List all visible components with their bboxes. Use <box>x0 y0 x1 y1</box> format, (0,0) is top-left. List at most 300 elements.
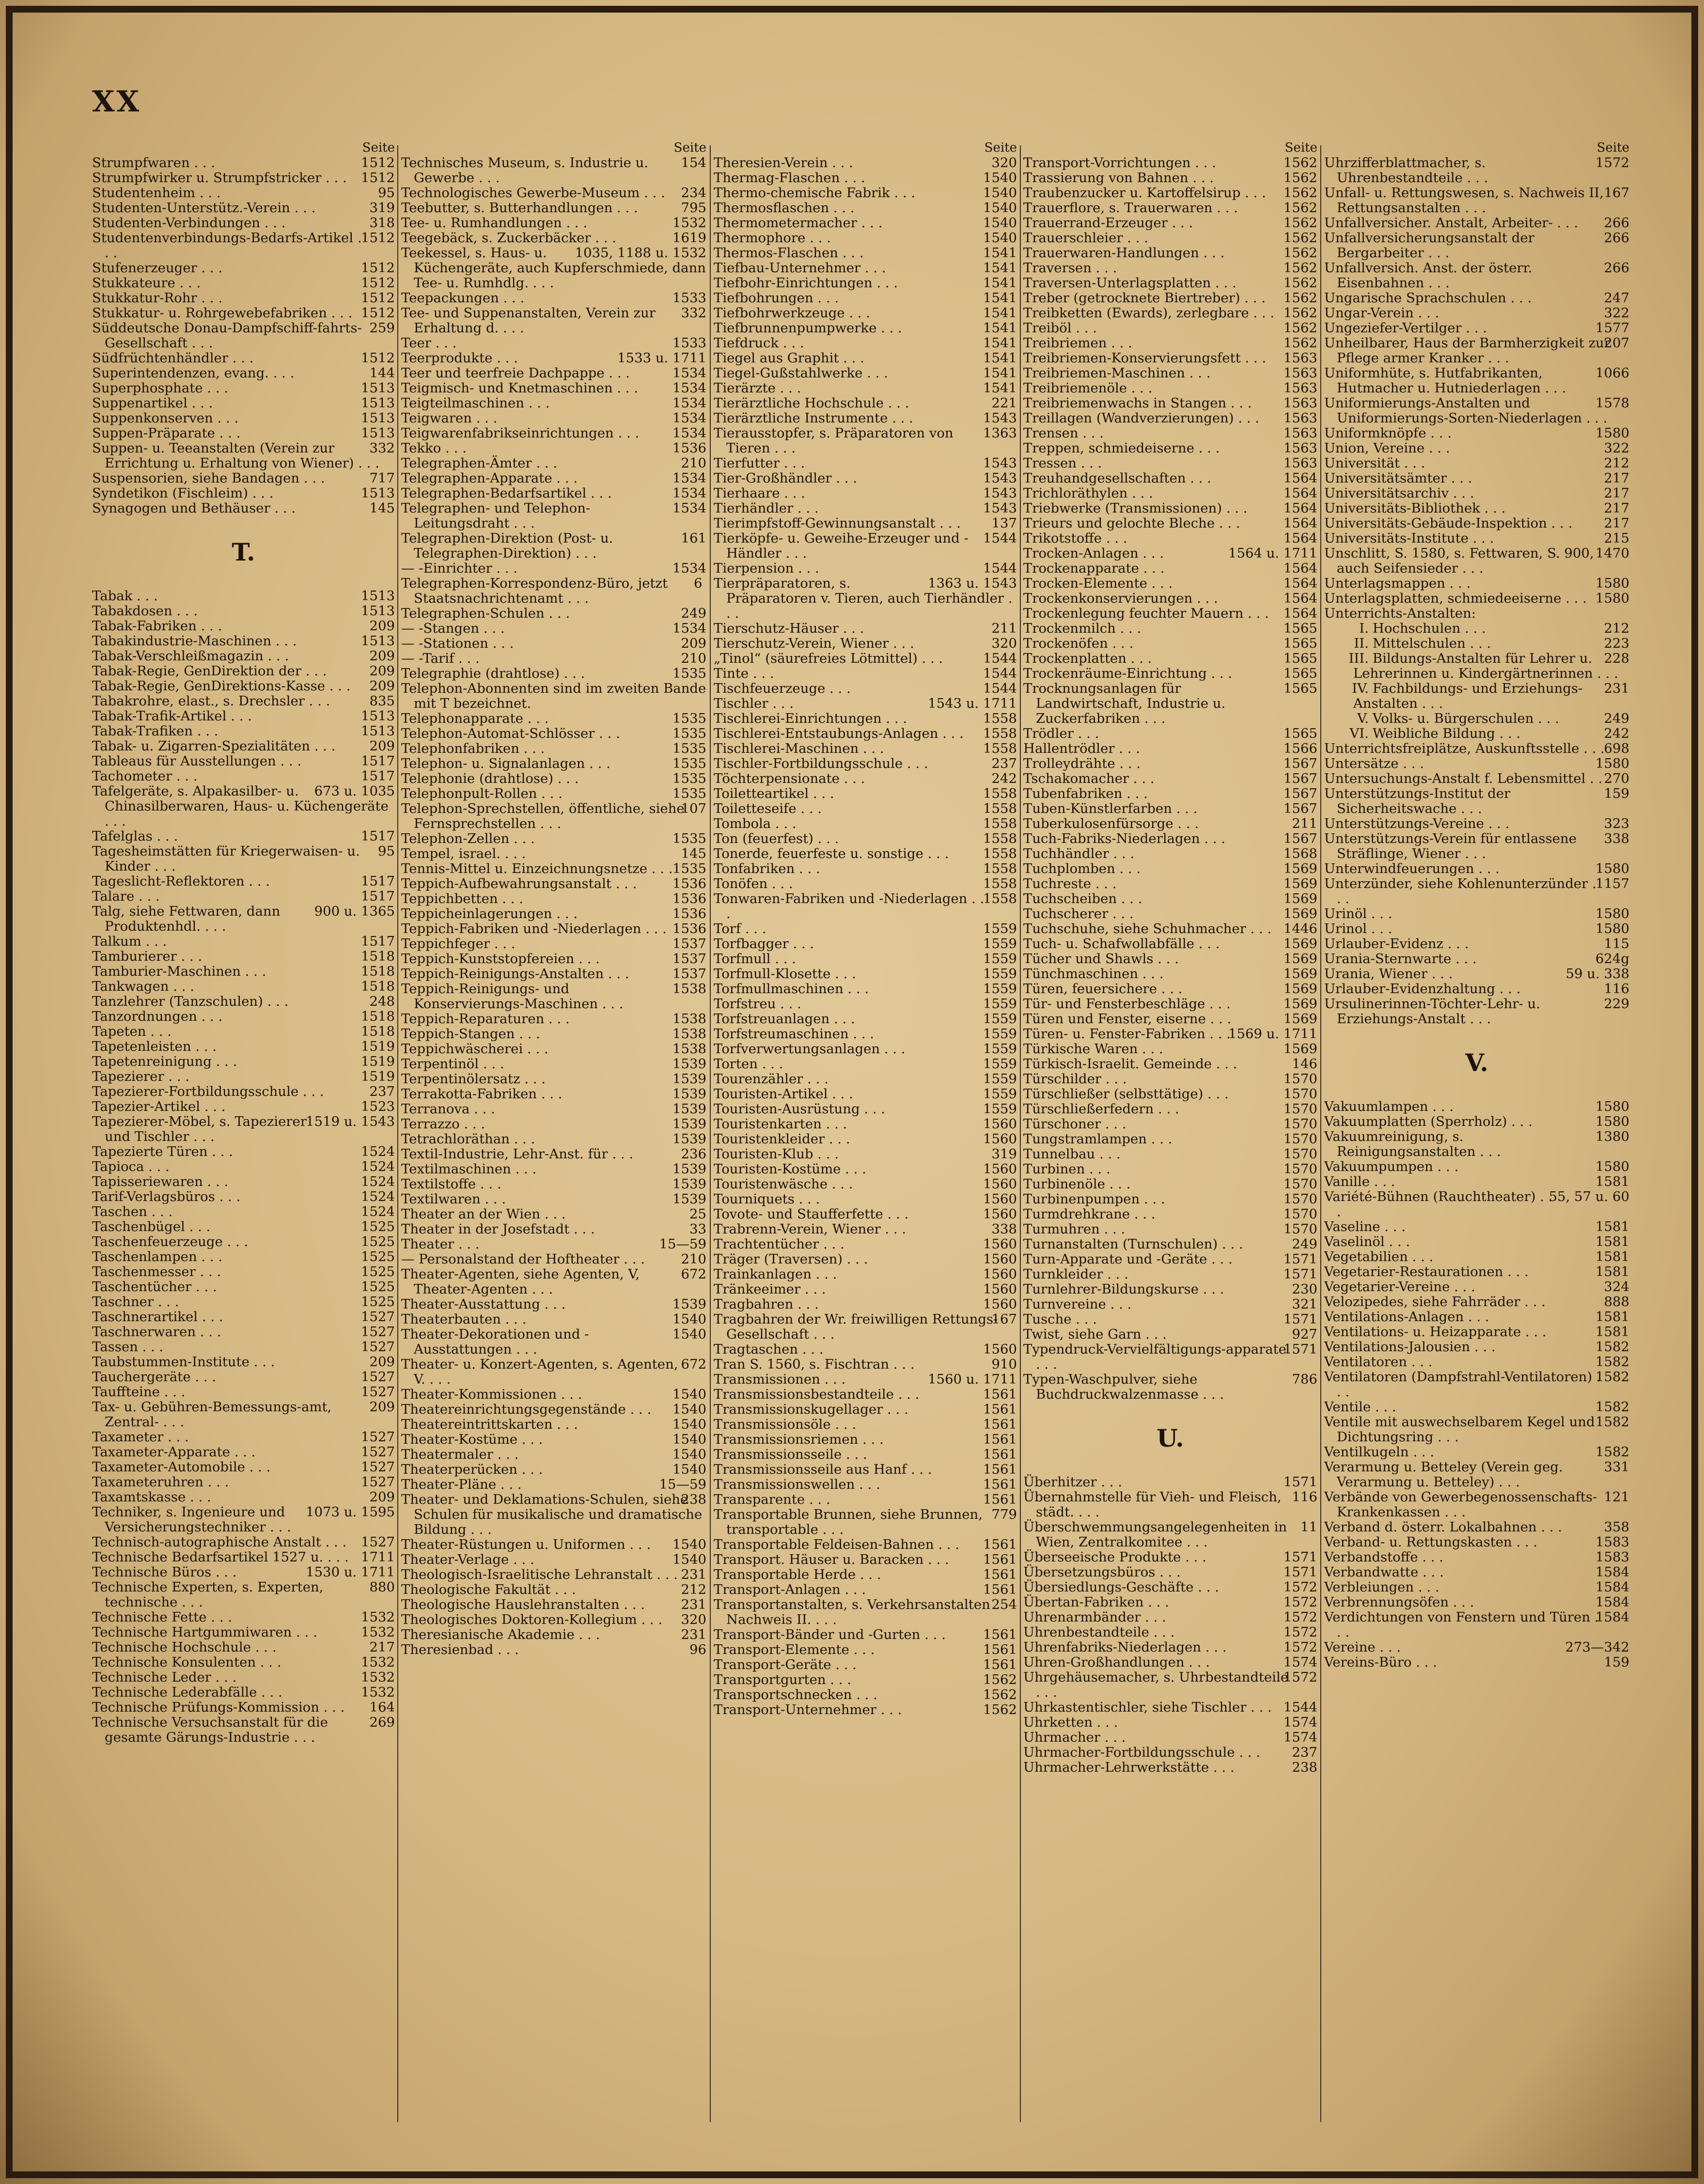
index-entry <box>1324 501 1629 516</box>
page-reference: 1711 <box>361 1549 395 1565</box>
index-entry <box>1324 1580 1629 1595</box>
entry-term: Terranova . . . <box>401 1101 495 1117</box>
entry-term: Tabakindustrie-Maschinen . . . <box>92 633 297 649</box>
page-reference: 1537 <box>672 951 706 967</box>
entry-term: Tekko . . . <box>401 440 467 456</box>
page-reference: 1561 <box>983 1642 1017 1657</box>
index-entry <box>1023 651 1317 666</box>
page-reference: 1569 <box>1283 996 1317 1012</box>
page-reference: 323 <box>1604 816 1629 831</box>
entry-term: Ventilations-Anlagen . . . <box>1324 1309 1489 1325</box>
page-reference: 1541 <box>983 380 1017 396</box>
entry-term: Verband- u. Rettungskasten . . . <box>1324 1534 1538 1550</box>
entry-term: Uhrmacher-Fortbildungsschule . . . <box>1023 1745 1261 1760</box>
index-entry <box>714 876 1017 891</box>
entry-term: Vegetarier-Vereine . . . <box>1324 1279 1475 1295</box>
entry-term: Tennis-Mittel u. Einzeichnungsnetze . . . <box>401 861 673 876</box>
entry-term: Tiefbohrungen . . . <box>714 290 839 306</box>
page-reference: 1570 <box>1283 1161 1317 1177</box>
index-entry <box>1324 531 1629 546</box>
entry-term: Tapioca . . . <box>92 1159 170 1174</box>
index-entry <box>714 1357 1017 1372</box>
index-entry <box>1023 1715 1317 1730</box>
page-reference: 320 <box>991 155 1017 171</box>
index-entry <box>401 441 706 456</box>
index-entry <box>1023 1700 1317 1715</box>
roman-numeral: I. <box>1359 621 1369 636</box>
index-entry <box>1023 1267 1317 1282</box>
index-entry <box>401 351 706 366</box>
entry-term: Uniformhüte, s. Hutfabrikanten, Hutmacher u. Hutniederlagen . . . <box>1324 365 1566 396</box>
page-reference: 25 <box>689 1206 706 1222</box>
entry-term: Tanzlehrer (Tanzschulen) . . . <box>92 994 289 1009</box>
page-reference: 673 u. 1035 <box>314 783 395 799</box>
index-entry <box>92 216 395 231</box>
page-reference: 910 <box>991 1357 1017 1372</box>
page-reference: 779 <box>991 1507 1017 1522</box>
entry-term: Thermos-Flaschen . . . <box>714 245 864 261</box>
index-entry <box>714 561 1017 576</box>
entry-term: Taxameter-Automobile . . . <box>92 1459 271 1475</box>
index-entry <box>1324 936 1629 952</box>
entry-term: Taschenmesser . . . <box>92 1264 221 1279</box>
index-entry <box>401 1237 706 1252</box>
index-entry <box>1023 561 1317 576</box>
index-entry <box>714 1687 1017 1702</box>
page-reference: 1524 <box>361 1159 395 1174</box>
index-entry <box>401 1057 706 1072</box>
entry-term: Technische Experten, s. Experten, technische . . . <box>92 1579 324 1610</box>
page-reference: 1584 <box>1595 1564 1629 1580</box>
page-reference: 248 <box>369 994 395 1009</box>
index-entry <box>1023 396 1317 411</box>
entry-term: Teppich-Reinigungs-Anstalten . . . <box>401 966 629 982</box>
page-reference: 1536 <box>672 891 706 906</box>
entry-term: Vegetarier-Restaurationen . . . <box>1324 1264 1529 1279</box>
index-entry <box>401 531 706 561</box>
page-reference: 209 <box>369 1354 395 1370</box>
entry-term: Türschließerfedern . . . <box>1023 1101 1179 1117</box>
page-reference: 1538 <box>672 1041 706 1057</box>
page-reference: 1540 <box>672 1552 706 1567</box>
page-reference: 1572 <box>1283 1579 1317 1595</box>
index-entry <box>1324 651 1629 681</box>
index-entry <box>1324 1640 1629 1655</box>
index-entry <box>92 1715 395 1745</box>
page-reference: 321 <box>1292 1296 1317 1312</box>
entry-term: Tableaus für Ausstellungen . . . <box>92 753 302 769</box>
index-entry <box>92 426 395 441</box>
page-reference: 1571 <box>1283 1474 1317 1490</box>
entry-term: Ungar-Verein . . . <box>1324 305 1439 321</box>
page-reference: 1574 <box>1283 1715 1317 1730</box>
index-entry <box>1023 1655 1317 1670</box>
page-reference: 1560 <box>983 1191 1017 1207</box>
page-reference: 15—59 <box>659 1477 706 1492</box>
index-entry <box>401 861 706 876</box>
page-reference: 1581 <box>1595 1174 1629 1189</box>
entry-term: Tischler-Fortbildungsschule . . . <box>714 756 928 771</box>
page-reference: 1540 <box>983 170 1017 186</box>
page-reference: 322 <box>1604 440 1629 456</box>
entry-term: Ventilkugeln . . . <box>1324 1444 1435 1460</box>
page-reference: 1512 <box>361 275 395 291</box>
entry-term: Unterstützungs-Institut der Sicherheitswache . . . <box>1324 786 1511 816</box>
entry-term: Tischlerei-Einrichtungen . . . <box>714 711 907 726</box>
page-reference: 1569 <box>1283 936 1317 952</box>
page-reference: 231 <box>1604 681 1629 696</box>
index-entry <box>401 952 706 967</box>
entry-term: Tierpension . . . <box>714 561 819 576</box>
entry-term: Tuben-Künstlerfarben . . . <box>1023 801 1198 816</box>
index-entry <box>401 906 706 921</box>
entry-term: Transport. Häuser u. Baracken . . . <box>714 1552 949 1567</box>
page-reference: 1535 <box>672 831 706 846</box>
page-reference: 1570 <box>1283 1071 1317 1087</box>
entry-term: Transmissionsseile . . . <box>714 1447 867 1462</box>
entry-term: Typen-Waschpulver, siehe Buchdruckwalzenmasse . . . <box>1023 1372 1224 1402</box>
entry-term: Unterrichts-Anstalten: <box>1324 606 1476 621</box>
index-entry <box>1324 1310 1629 1325</box>
entry-term: Transport-Geräte . . . <box>714 1657 857 1672</box>
index-entry <box>714 291 1017 306</box>
seite-header: Seite <box>1596 140 1629 155</box>
entry-term: Tabakdosen . . . <box>92 603 198 619</box>
entry-term: Theresienbad . . . <box>401 1642 519 1657</box>
entry-term: Vakuumplatten (Sperrholz) . . . <box>1324 1114 1532 1129</box>
entry-term: Tapezierer-Möbel, s. Tapezierer und Tischler . . . <box>92 1114 307 1144</box>
entry-term: Torfstreumaschinen . . . <box>714 1026 875 1042</box>
page-reference: 1572 <box>1283 1609 1317 1625</box>
page-reference: 1527 <box>361 1339 395 1355</box>
page-reference: 835 <box>369 693 395 709</box>
entry-term: Fachbildungs- und Erziehungs-Anstalten . . . <box>1353 681 1583 711</box>
index-entry <box>1324 1099 1629 1114</box>
entry-term: Transport-Vorrichtungen . . . <box>1023 155 1216 171</box>
entry-term: Taschnerwaren . . . <box>92 1324 221 1340</box>
entry-term: Tabak-Trafiken . . . <box>92 723 219 739</box>
entry-term: Treibriemen-Konservierungsfett . . . <box>1023 350 1266 366</box>
entry-term: Taxameter-Apparate . . . <box>92 1444 256 1460</box>
index-entry <box>714 186 1017 201</box>
index-entry <box>1324 786 1629 816</box>
page-reference: 1518 <box>361 949 395 964</box>
index-entry <box>92 784 395 829</box>
index-entry <box>1023 1012 1317 1027</box>
index-entry <box>401 1162 706 1177</box>
entry-term: Urinöl . . . <box>1324 906 1392 921</box>
index-entry <box>714 1642 1017 1657</box>
index-entry <box>92 1144 395 1159</box>
entry-term: Tiefbohrwerkzeuge . . . <box>714 305 871 321</box>
page-reference: 1527 <box>361 1309 395 1325</box>
index-entry <box>401 1072 706 1087</box>
index-entry <box>714 1342 1017 1357</box>
index-entry <box>714 1447 1017 1462</box>
page-reference: 1572 <box>1283 1639 1317 1655</box>
page-reference: 1570 <box>1283 1206 1317 1222</box>
entry-term: Turmdrehkrane . . . <box>1023 1206 1156 1222</box>
index-entry <box>714 1072 1017 1087</box>
entry-term: — -Stationen . . . <box>401 636 514 651</box>
entry-term: Tierschutz-Häuser . . . <box>714 621 864 636</box>
page-reference: 1571 <box>1283 1311 1317 1327</box>
entry-term: Urlauber-Evidenz . . . <box>1324 936 1469 952</box>
index-entry <box>1324 1400 1629 1415</box>
index-entry <box>714 1387 1017 1402</box>
page-reference: 1565 <box>1283 636 1317 651</box>
index-entry <box>1023 441 1317 456</box>
page-reference: 1527 <box>361 1444 395 1460</box>
index-entry <box>1023 756 1317 771</box>
index-entry <box>401 216 706 231</box>
index-entry <box>1324 441 1629 456</box>
index-entry <box>92 1039 395 1054</box>
entry-term: Terpentinöl . . . <box>401 1056 504 1072</box>
page-reference: 1564 <box>1283 530 1317 546</box>
entry-term: Teppich-Fabriken und -Niederlagen . . . <box>401 921 667 936</box>
entry-term: Transportable Feldeisen-Bahnen . . . <box>714 1537 960 1552</box>
entry-term: Uhrmacher-Lehrwerkstätte . . . <box>1023 1760 1235 1775</box>
page-reference: 254 <box>991 1597 1017 1612</box>
page-reference: 1524 <box>361 1189 395 1204</box>
entry-term: Hochschulen . . . <box>1373 621 1486 636</box>
entry-term: Tonwaren-Fabriken und -Niederlagen . . . <box>714 891 985 921</box>
index-entry <box>401 1462 706 1477</box>
page-reference: 1562 <box>1283 215 1317 231</box>
page-reference: 1543 <box>983 410 1017 426</box>
entry-term: Bildungs-Anstalten für Lehrer u. Lehrerinnen u. Kindergärtnerinnen . . . <box>1353 651 1619 681</box>
index-entry <box>401 967 706 982</box>
entry-term: Trockenöfen . . . <box>1023 636 1134 651</box>
entry-term: Universität . . . <box>1324 455 1425 471</box>
index-entry <box>401 1537 706 1552</box>
index-entry <box>401 711 706 726</box>
entry-term: Twist, siehe Garn . . . <box>1023 1326 1167 1342</box>
page-reference: 1518 <box>361 979 395 994</box>
page-reference: 1577 <box>1595 320 1629 336</box>
entry-term: Taschentücher . . . <box>92 1279 217 1295</box>
entry-term: Tiefbau-Unternehmer . . . <box>714 260 886 276</box>
index-entry <box>714 1537 1017 1552</box>
page-reference: 1584 <box>1595 1594 1629 1610</box>
page-reference: 1535 <box>672 756 706 771</box>
entry-term: Telegraphen-Bedarfsartikel . . . <box>401 485 612 501</box>
entry-term: Tuchplomben . . . <box>1023 861 1141 876</box>
page-reference: 249 <box>1604 711 1629 726</box>
page-reference: 1534 <box>672 470 706 486</box>
index-entry <box>92 276 395 291</box>
index-entry <box>714 771 1017 786</box>
index-entry <box>714 741 1017 756</box>
index-entry <box>401 846 706 861</box>
page-reference: 1581 <box>1595 1249 1629 1264</box>
entry-term: Ventilatoren . . . <box>1324 1354 1433 1370</box>
entry-term: Technische Hochschule . . . <box>92 1639 277 1655</box>
entry-term: Vaselinöl . . . <box>1324 1234 1410 1249</box>
entry-term: Überseeische Produkte . . . <box>1023 1549 1206 1565</box>
page-reference: 1558 <box>983 831 1017 846</box>
index-entry <box>1324 336 1629 366</box>
index-entry <box>1324 621 1629 636</box>
page-reference: 1560 <box>983 1131 1017 1147</box>
page-reference: 1564 <box>1283 515 1317 531</box>
index-entry <box>1023 816 1317 831</box>
page-reference: 1570 <box>1283 1221 1317 1237</box>
page-reference: 217 <box>1604 500 1629 516</box>
index-entry <box>401 681 706 711</box>
entry-term: Tusche . . . <box>1023 1311 1097 1327</box>
entry-term: Ursulinerinnen-Töchter-Lehr- u. Erziehungs-Anstalt . . . <box>1324 996 1540 1027</box>
index-entry <box>1023 891 1317 906</box>
index-entry <box>92 1189 395 1204</box>
index-entry <box>1023 876 1317 891</box>
page-reference: 1570 <box>1283 1191 1317 1207</box>
page-reference: 1512 <box>361 290 395 306</box>
entry-term: Telegraphen-Korrespondenz-Büro, jetzt Staatsnachrichtenamt . . . <box>401 576 668 606</box>
index-entry <box>714 786 1017 801</box>
index-entry <box>1324 1445 1629 1460</box>
entry-term: Telephonpult-Rollen . . . <box>401 786 563 801</box>
page-reference: 1534 <box>672 500 706 516</box>
index-entry <box>401 231 706 246</box>
entry-term: Tuchhändler . . . <box>1023 846 1135 861</box>
page-reference: 1562 <box>1283 200 1317 216</box>
page-reference: 1571 <box>1283 1549 1317 1565</box>
page-reference: 338 <box>1604 831 1629 846</box>
index-entry <box>714 1267 1017 1282</box>
index-entry <box>714 1552 1017 1567</box>
index-entry <box>714 486 1017 501</box>
page-reference: 1517 <box>361 828 395 844</box>
entry-term: Textilwaren . . . <box>401 1191 506 1207</box>
index-entry <box>1324 1219 1629 1234</box>
page-reference: 1540 <box>672 1402 706 1417</box>
page-reference: 1380 <box>1595 1129 1629 1144</box>
page-reference: 11 <box>1300 1519 1317 1535</box>
entry-term: Transportgurten . . . <box>714 1672 852 1687</box>
entry-term: Verarmung u. Betteley (Verein geg. Verarmung u. Betteley) . . . <box>1324 1459 1563 1490</box>
entry-term: Unschlitt, S. 1580, s. Fettwaren, S. 900, auch Seifensieder . . . <box>1324 546 1594 576</box>
entry-term: Tunnelbau . . . <box>1023 1146 1121 1162</box>
page-reference: 1571 <box>1283 1251 1317 1267</box>
page-reference: 1574 <box>1283 1730 1317 1745</box>
page-reference: 331 <box>1604 1459 1629 1475</box>
index-entry <box>1023 1565 1317 1580</box>
page-reference: 209 <box>369 648 395 664</box>
page-reference: 1568 <box>1283 846 1317 861</box>
index-entry <box>1324 831 1629 861</box>
entry-term: Teigwarenfabrikseinrichtungen . . . <box>401 425 640 441</box>
page-reference: 223 <box>1604 636 1629 651</box>
page-reference: 1565 <box>1283 726 1317 741</box>
entry-term: Tiegel aus Graphit . . . <box>714 350 864 366</box>
entry-term: Vakuumpumpen . . . <box>1324 1159 1459 1174</box>
index-entry <box>401 1552 706 1567</box>
entry-term: Theater-Dekorationen und -Ausstattungen . . . <box>401 1326 589 1357</box>
page-reference: 1580 <box>1595 591 1629 606</box>
entry-term: — Personalstand der Hoftheater . . . <box>401 1251 645 1267</box>
page-reference: 1363 <box>983 425 1017 441</box>
index-entry <box>401 1357 706 1387</box>
page-reference: 1066 <box>1595 365 1629 381</box>
entry-term: Theatereinrichtungsgegenstände . . . <box>401 1402 652 1417</box>
page-reference: 1512 <box>361 170 395 186</box>
page-reference: 146 <box>1292 1056 1317 1072</box>
index-entry <box>1324 711 1629 726</box>
index-entry <box>1324 726 1629 741</box>
page-reference: 270 <box>1604 771 1629 786</box>
page-reference: 1512 <box>361 305 395 321</box>
entry-term: Uhrgehäusemacher, s. Uhrbestandteile . . . <box>1023 1669 1289 1700</box>
index-entry <box>401 411 706 426</box>
index-entry <box>1324 261 1629 291</box>
entry-term: Tafelglas . . . <box>92 828 178 844</box>
entry-term: Trolleydrähte . . . <box>1023 756 1141 771</box>
page-reference: 221 <box>991 395 1017 411</box>
index-entry <box>1324 486 1629 501</box>
index-entry <box>714 1462 1017 1477</box>
entry-term: Traversen . . . <box>1023 260 1117 276</box>
page-reference: 1562 <box>983 1672 1017 1687</box>
entry-term: Uhrenarmbänder . . . <box>1023 1609 1166 1625</box>
index-entry <box>714 381 1017 396</box>
index-entry <box>714 1297 1017 1312</box>
entry-term: Tran S. 1560, s. Fischtran . . . <box>714 1357 915 1372</box>
page-reference: 1570 <box>1283 1131 1317 1147</box>
index-entry <box>1324 1234 1629 1249</box>
seite-header: Seite <box>362 140 395 155</box>
page-reference: 1523 <box>361 1099 395 1114</box>
page-reference: 1578 <box>1595 395 1629 411</box>
page-reference: 1541 <box>983 335 1017 351</box>
index-entry <box>1324 291 1629 306</box>
page-reference: 33 <box>689 1221 706 1237</box>
index-entry <box>92 619 395 634</box>
entry-term: Theologische Fakultät . . . <box>401 1582 576 1597</box>
entry-term: Suspensorien, siehe Bandagen . . . <box>92 470 325 486</box>
index-entry <box>1023 1760 1317 1775</box>
index-entry <box>92 1174 395 1189</box>
index-entry <box>401 636 706 651</box>
entry-term: Thermosflaschen . . . <box>714 200 855 216</box>
index-entry <box>401 1612 706 1627</box>
index-entry <box>1324 306 1629 321</box>
index-entry <box>714 1192 1017 1207</box>
index-entry <box>401 606 706 621</box>
page-reference: 1558 <box>983 846 1017 861</box>
page-reference: 209 <box>681 636 706 651</box>
page-reference: 1564 u. 1711 <box>1228 546 1317 561</box>
index-entry <box>1023 982 1317 997</box>
index-entry <box>714 1117 1017 1132</box>
entry-term: Technisches Museum, s. Industrie u. Gewerbe . . . <box>401 155 649 186</box>
page-reference: 1540 <box>983 185 1017 201</box>
page-reference: 1534 <box>672 410 706 426</box>
index-entry <box>1324 1415 1629 1445</box>
page-reference: 1559 <box>983 1026 1017 1042</box>
index-entry <box>92 964 395 979</box>
index-entry <box>92 1610 395 1625</box>
page-reference: 1582 <box>1595 1444 1629 1460</box>
page-reference: 1563 <box>1283 410 1317 426</box>
index-entry <box>401 381 706 396</box>
entry-term: Vereine . . . <box>1324 1639 1401 1655</box>
index-entry <box>1324 1129 1629 1159</box>
index-entry <box>1324 606 1629 621</box>
index-entry <box>1324 456 1629 471</box>
index-entry <box>92 486 395 501</box>
